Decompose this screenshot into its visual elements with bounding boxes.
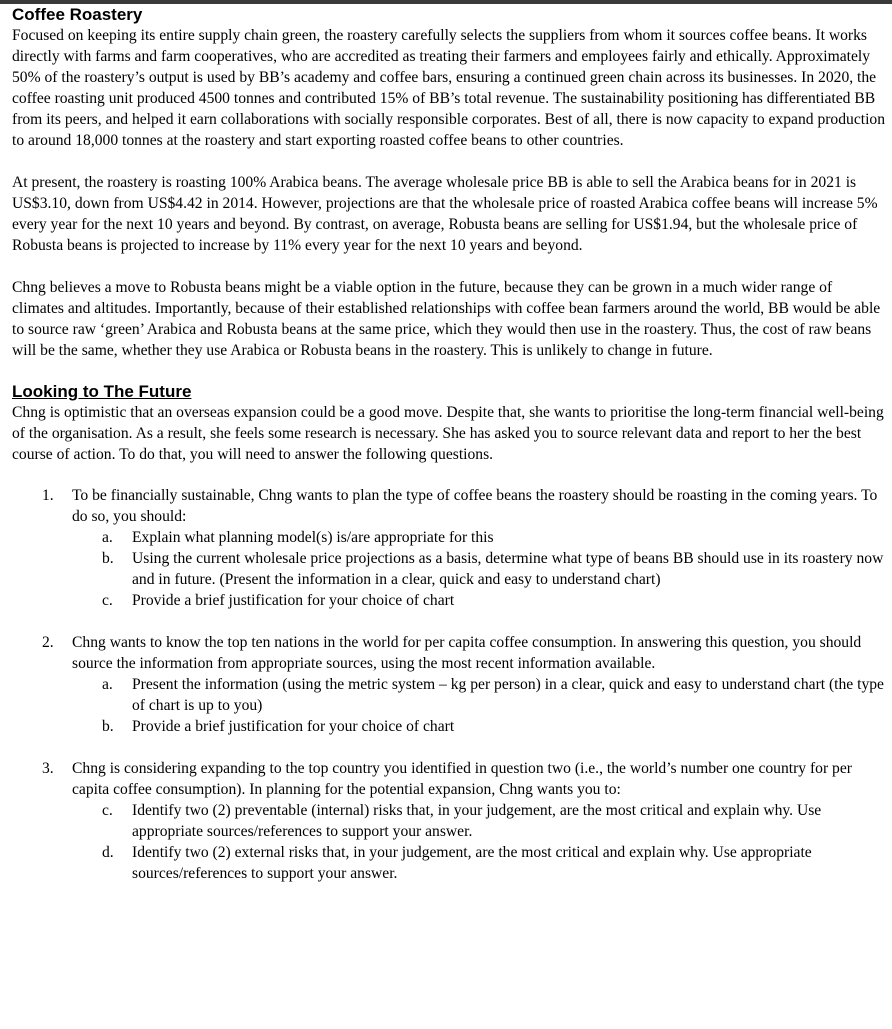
sub-question-item <box>72 800 886 842</box>
sub-question-text: Present the information (using the metric system – kg per person) in a clear, quick and easy to understand chart (the type of chart is up to you) <box>132 676 884 714</box>
sub-question-letter: d. <box>102 844 114 861</box>
question-number: 2. <box>42 634 54 651</box>
question-number: 1. <box>42 487 54 504</box>
paragraph-expansion-intro: Chng is optimistic that an overseas expansion could be a good move. Despite that, she wants to prioritise the long-term financial well-being of the organisation. As a result, she feels some research is necessary. She has asked you to source relevant data and report to her the best course of action. To do that, you will need to answer the following questions. <box>12 404 884 463</box>
top-border <box>0 0 892 4</box>
sub-question-item <box>72 842 886 884</box>
sub-question-letter: c. <box>102 802 113 819</box>
sub-question-item <box>72 674 886 716</box>
document-page <box>12 5 886 884</box>
question-text: To be financially sustainable, Chng wants to plan the type of coffee beans the roastery should be roasting in the coming years. To do so, you should: <box>72 487 878 525</box>
sub-question-letter: b. <box>102 550 114 567</box>
question-item <box>12 632 886 737</box>
sub-question-text: Identify two (2) preventable (internal) risks that, in your judgement, are the most critical and explain why. Use appropriate sources/references to support your answer. <box>132 802 822 840</box>
paragraph-supply-chain: Focused on keeping its entire supply chain green, the roastery carefully selects the suppliers from whom it sources coffee beans. It works directly with farms and farm cooperatives, who are accredited as treating their farmers and employees fairly and ethically. Approximately 50% of the roastery’s output is used by BB’s academy and coffee bars, ensuring a continued green chain across its businesses. In 2020, the coffee roasting unit produced 4500 tonnes and contributed 15% of BB’s total revenue. The sustainability positioning has differentiated BB from its peers, and helped it earn collaborations with socially responsible corporates. Best of all, there is now capacity to expand production to around 18,000 tonnes at the roastery and start exporting roasted coffee beans to other countries. <box>12 27 885 149</box>
sub-question-letter: a. <box>102 676 113 693</box>
question-text: Chng wants to know the top ten nations in the world for per capita coffee consumption. In answering this question, you should source the information from appropriate sources, using the most recent information available. <box>72 634 862 672</box>
sub-question-text: Explain what planning model(s) is/are appropriate for this <box>132 529 494 546</box>
sub-question-text: Using the current wholesale price projections as a basis, determine what type of beans BB should use in its roastery now and in future. (Present the information in a clear, quick and easy to understand chart) <box>132 550 884 588</box>
sub-question-text: Provide a brief justification for your choice of chart <box>132 592 455 609</box>
sub-question-letter: b. <box>102 718 114 735</box>
question-text: Chng is considering expanding to the top country you identified in question two (i.e., the world’s number one country for per capita coffee consumption). In planning for the potential expansion, Chng wants you to: <box>72 760 852 798</box>
sub-question-list <box>72 800 886 884</box>
question-list <box>12 485 886 884</box>
paragraph-bean-prices: At present, the roastery is roasting 100% Arabica beans. The average wholesale price BB is able to sell the Arabica beans for in 2021 is US$3.10, down from US$4.42 in 2014. However, projections are that the wholesale price of roasted Arabica coffee beans will increase 5% every year for the next 10 years and beyond. By contrast, on average, Robusta beans are selling for US$1.94, but the wholesale price of Robusta beans is projected to increase by 11% every year for the next 10 years and beyond. <box>12 174 878 254</box>
paragraph-robusta-option: Chng believes a move to Robusta beans might be a viable option in the future, because they can be grown in a much wider range of climates and altitudes. Importantly, because of their established relationships with coffee bean farmers around the world, BB would be able to source raw ‘green’ Arabica and Robusta beans at the same price, which they would then use in the roastery. Thus, the cost of raw beans will be the same, whether they use Arabica or Robusta beans in the roastery. This is unlikely to change in future. <box>12 279 881 359</box>
sub-question-item <box>72 527 886 548</box>
sub-question-text: Identify two (2) external risks that, in your judgement, are the most critical and explain why. Use appropriate sources/references to support your answer. <box>132 844 812 882</box>
section-heading-coffee-roastery: Coffee Roastery <box>12 5 143 24</box>
sub-question-item <box>72 590 886 611</box>
sub-question-item <box>72 548 886 590</box>
question-item <box>12 485 886 611</box>
sub-question-text: Provide a brief justification for your choice of chart <box>132 718 455 735</box>
section-heading-looking-to-the-future: Looking to The Future <box>12 382 192 401</box>
question-number: 3. <box>42 760 54 777</box>
sub-question-list <box>72 527 886 611</box>
sub-question-letter: a. <box>102 529 113 546</box>
question-item <box>12 758 886 884</box>
sub-question-list <box>72 674 886 737</box>
sub-question-letter: c. <box>102 592 113 609</box>
sub-question-item <box>72 716 886 737</box>
